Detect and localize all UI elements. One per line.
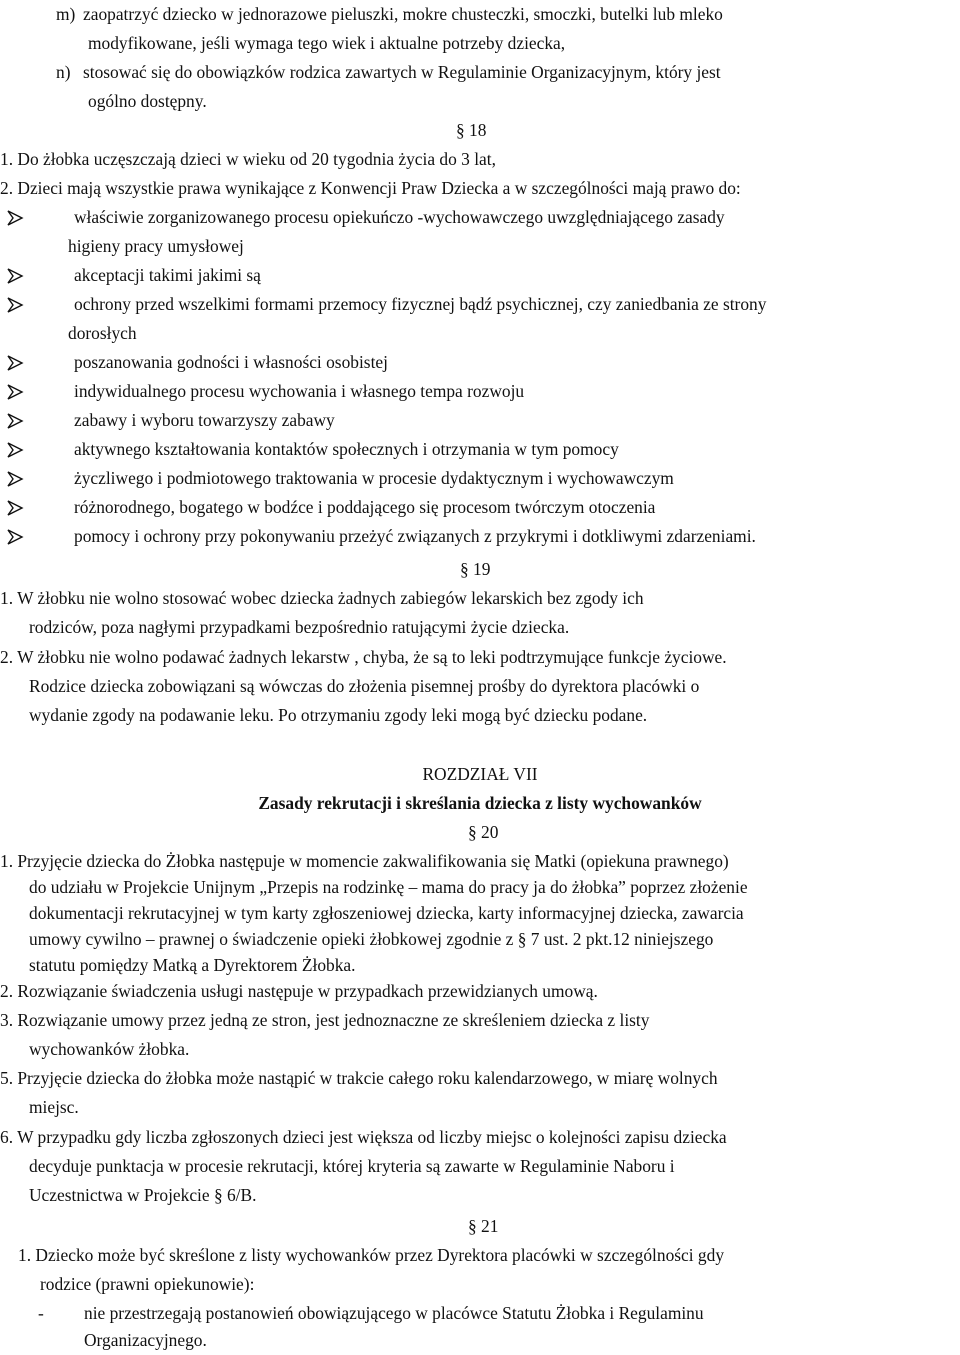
arrow-bullet-icon [6,267,24,285]
item-n-line2: ogólno dostępny. [88,91,207,111]
item-m-line2: modyfikowane, jeśli wymaga tego wiek i aktualne potrzeby dziecka, [88,33,566,53]
arrow-bullet-icon [6,499,24,517]
section-20-line: 2. Rozwiązanie świadczenia usługi następuje w przypadkach przewidzianych umową. [0,981,598,1001]
section-19-line: 1. W żłobku nie wolno stosować wobec dziecka żadnych zabiegów lekarskich bez zgody ich [0,588,644,608]
section-20-line: statutu pomiędzy Matką a Dyrektorem Żłobka. [29,955,356,975]
section-21-line: 1. Dziecko może być skreślone z listy wychowanków przez Dyrektora placówki w szczególności gdy [18,1245,725,1265]
arrow-bullet-icon [6,528,24,546]
chapter-title: Zasady rekrutacji i skreślania dziecka z listy wychowanków [258,793,702,813]
rights-item: akceptacji takimi jakimi są [74,265,261,285]
rights-item: różnorodnego, bogatego w bodźce i poddającego się procesom twórczym otoczenia [74,497,656,517]
section-20-line: decyduje punktacja w procesie rekrutacji, której kryteria są zawarte w Regulaminie Naboru i [29,1156,675,1176]
section-21-line: rodzice (prawni opiekunowie): [40,1274,255,1294]
section-18-point-2: 2. Dzieci mają wszystkie prawa wynikające z Konwencji Praw Dziecka a w szczególności mają prawo do: [0,178,741,198]
rights-item: ochrony przed wszelkimi formami przemocy fizycznej bądź psychicznej, czy zaniedbania ze strony [74,294,767,314]
arrow-bullet-icon [6,209,24,227]
section-19-heading: § 19 [460,559,491,579]
section-20-line: dokumentacji rekrutacyjnej w tym karty zgłoszeniowej dziecka, karty informacyjnej dziecka, zawarcia [29,903,744,923]
section-18-point-1: 1. Do żłobka uczęszczają dzieci w wieku od 20 tygodnia życia do 3 lat, [0,149,496,169]
item-n-line1: stosować się do obowiązków rodzica zawartych w Regulaminie Organizacyjnym, który jest [83,62,721,82]
rights-item: indywidualnego procesu wychowania i własnego tempa rozwoju [74,381,525,401]
section-20-heading: § 20 [468,822,499,842]
arrow-bullet-icon [6,383,24,401]
section-20-line: miejsc. [29,1097,79,1117]
rights-item-continued: higieny pracy umysłowej [68,236,244,256]
section-19-line: 2. W żłobku nie wolno podawać żadnych lekarstw , chyba, że są to leki podtrzymujące funkcje życiowe. [0,647,727,667]
section-18-heading: § 18 [456,120,487,140]
section-21-dash-item: Organizacyjnego. [84,1330,207,1350]
rights-item: właściwie zorganizowanego procesu opiekuńczo -wychowawczego uwzględniającego zasady [74,207,725,227]
item-m-line1: zaopatrzyć dziecko w jednorazowe pieluszki, mokre chusteczki, smoczki, butelki lub mleko [83,4,723,24]
arrow-bullet-icon [6,470,24,488]
rights-item: życzliwego i podmiotowego traktowania w procesie dydaktycznym i wychowawczym [74,468,674,488]
section-20-line: Uczestnictwa w Projekcie § 6/B. [29,1185,257,1205]
arrow-bullet-icon [6,441,24,459]
section-19-line: Rodzice dziecka zobowiązani są wówczas do złożenia pisemnej prośby do dyrektora placówki o [29,676,700,696]
rights-item: aktywnego kształtowania kontaktów społecznych i otrzymania w tym pomocy [74,439,619,459]
section-20-line: 1. Przyjęcie dziecka do Żłobka następuje w momencie zakwalifikowania się Matki (opiekuna prawnego) [0,851,729,871]
section-20-line: do udziału w Projekcie Unijnym „Przepis na rodzinkę – mama do pracy ja do żłobka” poprzez złożenie [29,877,748,897]
rights-item: poszanowania godności i własności osobistej [74,352,388,372]
list-marker-n: n) [56,62,71,82]
section-20-line: 6. W przypadku gdy liczba zgłoszonych dzieci jest większa od liczby miejsc o kolejności zapisu dziecka [0,1127,727,1147]
section-20-line: wychowanków żłobka. [29,1039,190,1059]
rights-item: zabawy i wyboru towarzyszy zabawy [74,410,335,430]
section-20-line: umowy cywilno – prawnej o świadczenie opieki żłobkowej zgodnie z § 7 ust. 2 pkt.12 niniejszego [29,929,714,949]
section-21-dash-item: nie przestrzegają postanowień obowiązującego w placówce Statutu Żłobka i Regulaminu [84,1303,704,1323]
arrow-bullet-icon [6,296,24,314]
section-19-line: wydanie zgody na podawanie leku. Po otrzymaniu zgody leki mogą być dziecku podane. [29,705,648,725]
section-19-line: rodziców, poza nagłymi przypadkami bezpośrednio ratującymi życie dziecka. [29,617,570,637]
arrow-bullet-icon [6,354,24,372]
section-20-line: 5. Przyjęcie dziecka do żłobka może nastąpić w trakcie całego roku kalendarzowego, w miarę wolnych [0,1068,718,1088]
chapter-number: ROZDZIAŁ VII [422,764,538,784]
arrow-bullet-icon [6,412,24,430]
rights-item-continued: dorosłych [68,323,137,343]
list-marker-m: m) [56,4,76,24]
section-20-line: 3. Rozwiązanie umowy przez jedną ze stron, jest jednoznaczne ze skreśleniem dziecka z listy [0,1010,650,1030]
dash-marker: - [38,1303,44,1323]
section-21-heading: § 21 [468,1216,499,1236]
rights-item: pomocy i ochrony przy pokonywaniu przeżyć związanych z przykrymi i dotkliwymi zdarzeniami. [74,526,756,546]
